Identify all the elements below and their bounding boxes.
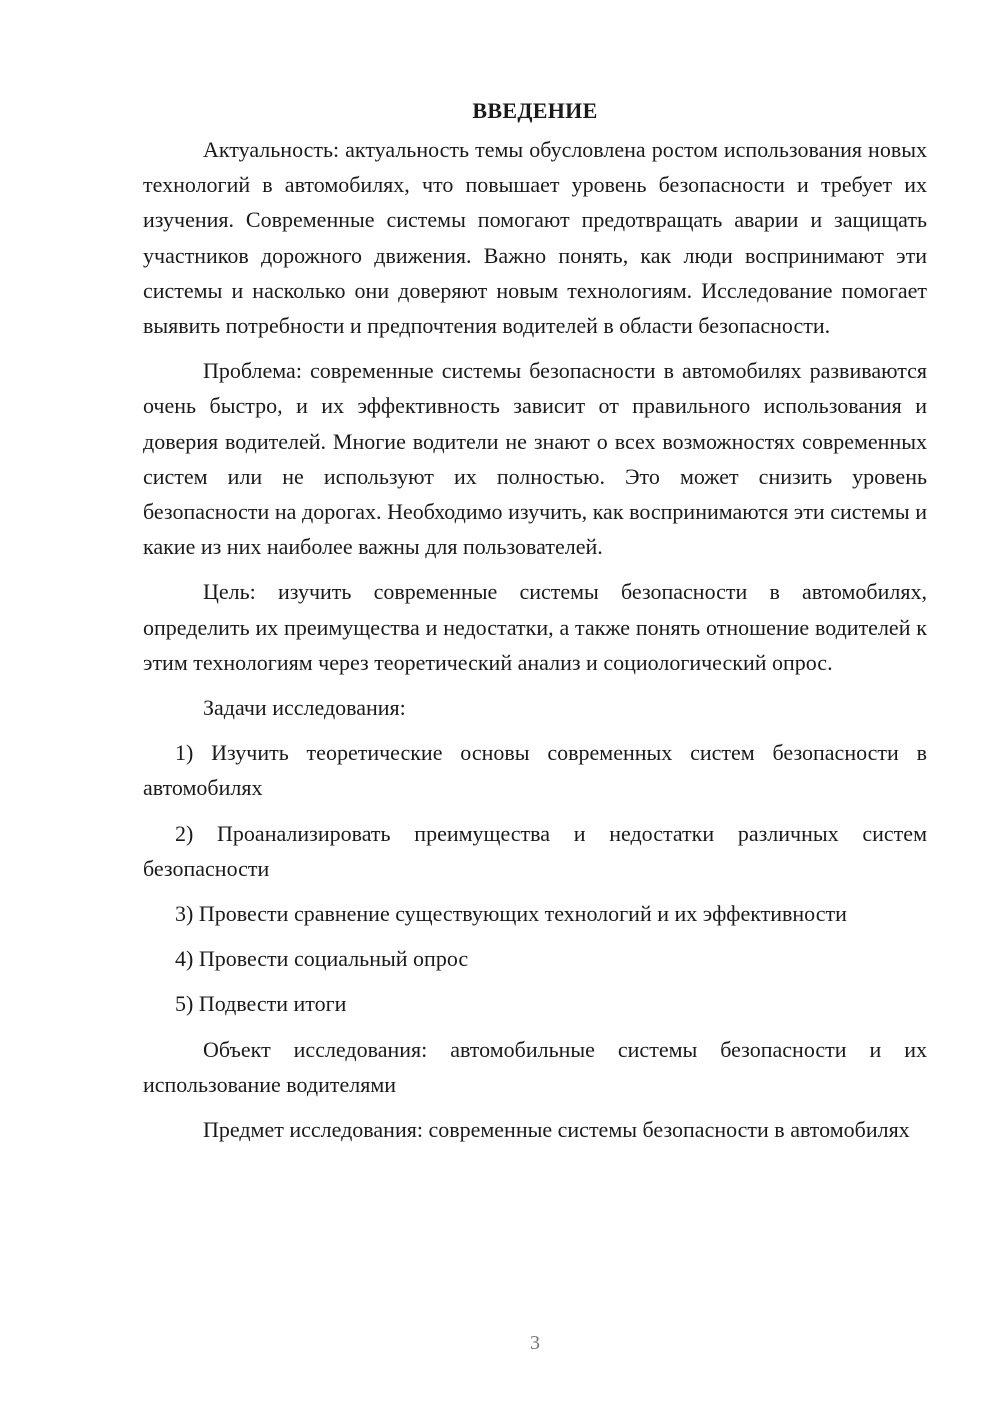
page-content (143, 96, 927, 1157)
tasks-heading: Задачи исследования: (203, 695, 406, 721)
task-item: 4) Провести социальный опрос (175, 946, 469, 972)
task-item: 2) Проанализировать преимущества и недостатки различных систем безопасности (143, 820, 927, 881)
subject-paragraph: Предмет исследования: современные системы безопасности в автомобилях (203, 1117, 910, 1143)
task-item: 3) Провести сравнение существующих технологий и их эффективности (175, 901, 847, 927)
goal-paragraph: Цель: изучить современные системы безопасности в автомобилях, определить их преимущества и недостатки, а также понять отношение водителей к этим технологиям через теоретический анализ и социологический опрос. (143, 579, 927, 675)
task-item: 5) Подвести итоги (175, 991, 347, 1017)
page-number: 3 (530, 1332, 540, 1354)
relevance-paragraph: Актуальность: актуальность темы обусловлена ростом использования новых технологий в автомобилях, что повышает уровень безопасности и требует их изучения. Современные системы помогают предотвращать аварии и защищать участников дорожного движения. Важно понять, как люди воспринимают эти системы и насколько они доверяют новым технологиям. Исследование помогает выявить потребности и предпочтения водителей в области безопасности. (143, 137, 927, 339)
task-item: 1) Изучить теоретические основы современных систем безопасности в автомобилях (143, 740, 927, 801)
problem-paragraph: Проблема: современные системы безопасности в автомобилях развиваются очень быстро, и их эффективность зависит от правильного использования и доверия водителей. Многие водители не знают о всех возможностях современных систем или не используют их полностью. Это может снизить уровень безопасности на дорогах. Необходимо изучить, как воспринимаются эти системы и какие из них наиболее важны для пользователей. (143, 358, 927, 560)
page-title: ВВЕДЕНИЕ (472, 98, 598, 123)
object-paragraph: Объект исследования: автомобильные системы безопасности и их использование водителями (143, 1036, 927, 1097)
